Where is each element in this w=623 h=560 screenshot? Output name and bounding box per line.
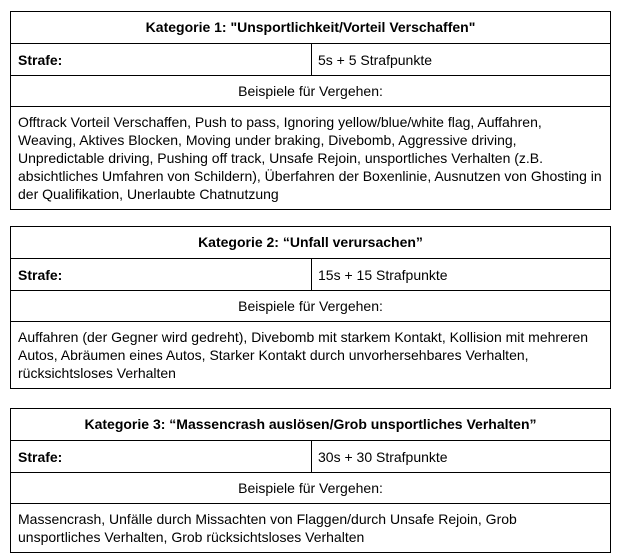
category-2-examples-heading: Beispiele für Vergehen: xyxy=(11,290,610,321)
category-3-penalty-value: 30s + 30 Strafpunkte xyxy=(318,449,448,465)
category-2-table xyxy=(10,226,611,389)
category-1-penalty-row xyxy=(11,43,610,75)
category-2-title: Kategorie 2: “Unfall verursachen” xyxy=(198,234,423,250)
category-1-title: Kategorie 1: "Unsportlichkeit/Vorteil Verschaffen" xyxy=(145,19,476,35)
category-2-penalty-row xyxy=(11,258,610,290)
category-3-examples-text: Massencrash, Unfälle durch Missachten von Flaggen/durch Unsafe Rejoin, Grob unsportliches Verhalten, Grob rücksichtsloses Verhalten xyxy=(11,503,610,552)
category-1-examples-heading: Beispiele für Vergehen: xyxy=(11,75,610,106)
category-3-examples-heading: Beispiele für Vergehen: xyxy=(11,472,610,503)
category-1-table xyxy=(10,11,611,210)
category-1-penalty-label: Strafe: xyxy=(11,44,312,75)
category-2-examples-text: Auffahren (der Gegner wird gedreht), Divebomb mit starkem Kontakt, Kollision mit mehreren Autos, Abräumen eines Autos, Starker Kontakt durch unvorhersehbares Verhalten, rücksichtsloses Verhalten xyxy=(11,321,610,388)
category-2-penalty-label: Strafe: xyxy=(11,259,312,290)
category-1-examples-text: Offtrack Vorteil Verschaffen, Push to pass, Ignoring yellow/blue/white flag, Auffahren, Weaving, Aktives Blocken, Moving under braking, Divebomb, Aggressive driving, Unpredictable driving, Pushing off track, Unsafe Rejoin, unsportliches Verhalten (z.B. absichtliches Umfahren von Schildern), Überfahren der Boxenlinie, Ausnutzen von Ghosting in der Qualifikation, Unerlaubte Chatnutzung xyxy=(11,106,610,209)
category-3-penalty-row xyxy=(11,440,610,472)
category-2-penalty-value: 15s + 15 Strafpunkte xyxy=(318,267,448,283)
category-3-title: Kategorie 3: “Massencrash auslösen/Grob unsportliches Verhalten” xyxy=(84,416,537,432)
category-1-penalty-value: 5s + 5 Strafpunkte xyxy=(318,52,433,68)
category-3-penalty-label: Strafe: xyxy=(11,441,312,472)
category-3-table xyxy=(10,408,611,553)
